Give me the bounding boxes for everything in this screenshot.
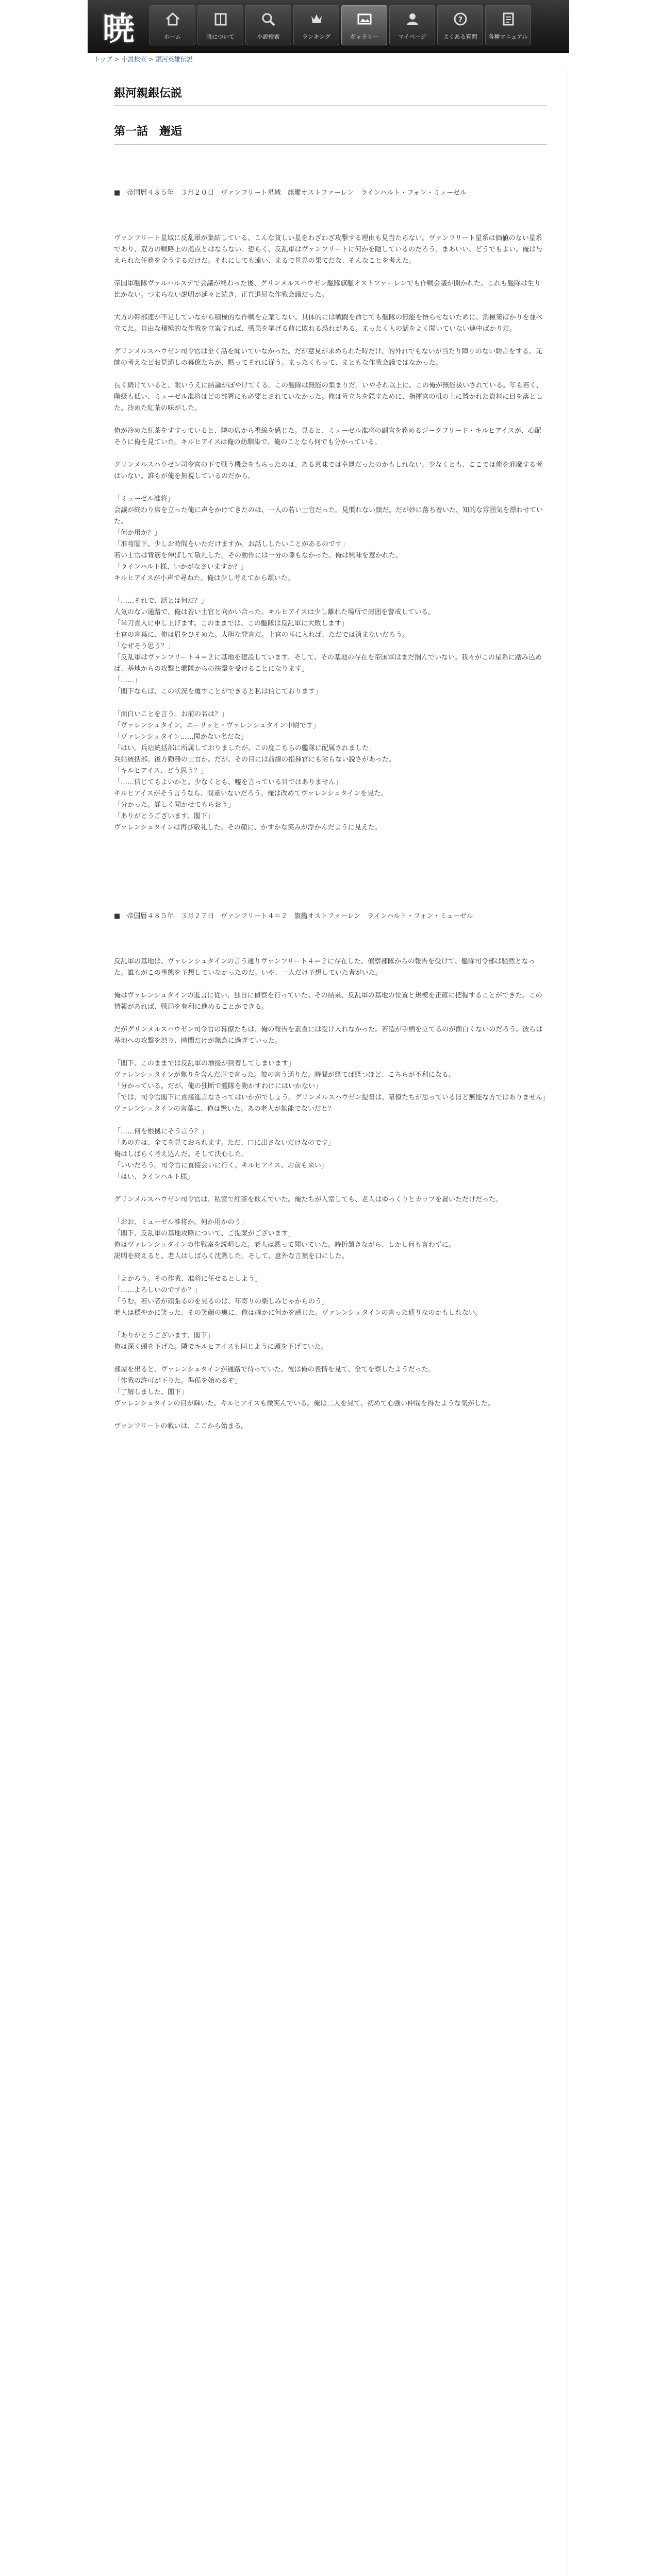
dialogue-line: 「分かった。詳しく聞かせてもらおう」: [114, 801, 235, 809]
dialogue-line: 「……それで、話とは何だ？」: [114, 597, 208, 605]
spacer: [114, 979, 547, 990]
breadcrumb-separator: >: [114, 56, 120, 63]
chapter-divider: [114, 144, 547, 145]
nav-mypage[interactable]: [389, 5, 435, 45]
dialogue-line: 部屋を出ると、ヴァレンシュタインが通路で待っていた。彼は俺の表情を見て、全てを察したようだった。: [114, 1366, 435, 1374]
dialogue-line: 「単刀直入に申し上げます。このままでは、この艦隊は反乱軍に大敗します」: [114, 620, 348, 628]
nav-about[interactable]: [197, 5, 243, 45]
site-header: [88, 0, 569, 53]
dialogue-line: 「……信じてもよいかと。少なくとも、嘘を言っている目ではありません」: [114, 778, 342, 786]
dialogue-line: 「……よろしいのですか？」: [114, 1286, 202, 1294]
spacer: [114, 1013, 547, 1024]
dialogue-line: 「なぜそう思う？」: [114, 642, 175, 650]
dialogue-block-3: [114, 709, 547, 834]
chapter-title: 第一話 邂逅: [114, 125, 183, 138]
dialogue-line: 俺は深く頭を下げた。隣でキルヒアイスも同じように頭を下げていた。: [114, 1343, 328, 1351]
dialogue-line: 「いいだろう。司令官に直接会いに行く。キルヒアイス、お前も来い」: [114, 1162, 328, 1170]
paragraph: グリンメルスハウゼン司令官は全く話を聞いていなかった。だが意見が求められた時だけ、的外れでもないが当たり障りのない助言をする。元帥の考えなどお見通しの幕僚たちが、黙ってそれに従う。まったくもって、まともな作戦会議ではなかった。: [114, 348, 542, 367]
site-logo[interactable]: 暁: [102, 9, 135, 47]
title-divider: [114, 105, 547, 106]
spacer: [114, 267, 547, 278]
paragraph: だがグリンメルスハウゼン司令官の幕僚たちは、俺の報告を素直には受け入れなかった。若造が手柄を立てるのが面白くないのだろう。彼らは基地への攻撃を渋り、時間だけが無為に過ぎていった。: [114, 1026, 543, 1045]
paragraph: 帝国軍艦隊ヴァルハルスデで会議が終わった後、グリンメルスハウゼン艦隊旗艦オストファーレンでも作戦会議が開かれた。これも艦隊は生り比かない。つまらない説明が延々と続き、正直退屈な作戦会議だった。: [114, 280, 541, 299]
nav-home[interactable]: [150, 5, 195, 45]
section-1: [114, 233, 547, 494]
dialogue-line: 「閣下ならば、この状況を覆すことができると私は信じております」: [114, 688, 322, 696]
spacer: [114, 934, 547, 945]
dialogue-line: 説明を終えると、老人はしばらく沈黙した。そして、意外な言葉を口にした。: [114, 1252, 349, 1260]
nav-search[interactable]: [245, 5, 291, 45]
dialogue-line: 「了解しました、閣下」: [114, 1388, 188, 1396]
spacer: [114, 210, 547, 222]
breadcrumb-separator: >: [148, 56, 154, 63]
spacer: [114, 1047, 547, 1058]
dialogue-line: キルヒアイスがそう言うなら、間違いないだろう。俺は改めてヴァレンシュタインを見た。: [114, 790, 388, 798]
nav-gallery[interactable]: [341, 5, 387, 45]
question-icon: [452, 11, 469, 27]
paragraph: 俺はヴァレンシュタインの進言に従い、独自に偵察を行っていた。その結果、反乱軍の基地の位置と規模を正確に把握することができた。この情報があれば、戦局を有利に進めることができる。: [114, 992, 542, 1011]
section-2: [114, 956, 550, 1194]
paragraph: ヴァンフリートの戦いは、ここから始まる。: [114, 1422, 248, 1430]
dialogue-line: 「ありがとうございます、閣下」: [114, 1332, 214, 1340]
home-icon: [164, 11, 181, 27]
dialogue-line: 「……何を根拠にそう言う？」: [114, 1128, 208, 1136]
paragraph: グリンメルスハウゼン司令官は、私室で紅茶を飲んでいた。俺たちが入室しても、老人はゆっくりとカップを置いただけだった。: [114, 1196, 502, 1204]
dialogue-line: ヴァレンシュタインの目が輝いた。キルヒアイスも微笑んでいる。俺は二人を見て、初めて心強い仲間を得たような気がした。: [114, 1400, 495, 1408]
dialogue-line: 「准将閣下、少しお時間をいただけますか。お話ししたいことがあるのです」: [114, 540, 349, 548]
dialogue-line: 「分かっている。だが、俺の独断で艦隊を動かすわけにはいかない」: [114, 1082, 322, 1090]
spacer: [114, 1262, 547, 1274]
spacer: [114, 1319, 547, 1330]
user-icon: [404, 11, 421, 27]
nav-ranking-label: ランキング: [302, 33, 330, 40]
dialogue-line: 俺はしばらく考え込んだ。そして決心した。: [114, 1150, 249, 1158]
nav-home-label: ホーム: [164, 33, 181, 40]
svg-text:?: ?: [458, 15, 462, 24]
spacer: [114, 301, 547, 312]
dialogue-line: 「ヴァレンシュタイン。エーリッヒ・ヴァレンシュタイン中尉です」: [114, 722, 320, 730]
spacer: [114, 335, 547, 346]
paragraph: 長く続けていると、眠いうえに結論がぼやけてくる。この艦隊は無能の集まりだ。いやそれ以上に、この俺が無能扱いされている。年も若く、階級も低い、ミューゼル准将はどの部署にも必要とされていなかった。俺は苛立ちを隠すために、指揮官の机の上に置かれた資料に目を落とした。冷めた紅茶の味がした。: [114, 382, 543, 412]
nav-gallery-label: ギャラリー: [350, 33, 378, 40]
breadcrumb-current[interactable]: 銀河英雄伝説: [155, 56, 193, 63]
dialogue-line: 「何か用か？」: [114, 529, 161, 537]
spacer: [114, 945, 547, 956]
nav-mypage-label: マイページ: [398, 33, 426, 40]
dialogue-block-1: [114, 494, 547, 596]
gallery-icon: [356, 11, 373, 27]
section-spacer: [114, 834, 547, 911]
dialogue-line: 会議が終わり席を立った俺に声をかけてきたのは、一人の若い士官だった。見慣れない顔だ。だが妙に落ち着いた、知的な雰囲気を漂わせていた。: [114, 506, 543, 526]
spacer: [114, 1183, 547, 1194]
spacer: [114, 222, 547, 233]
paragraph: グリンメルスハウゼン司令官の下で戦う機会をもらったのは、ある意味では幸運だったのかもしれない。少なくとも、ここでは俺を邪魔する者はいない。誰もが俺を無視しているのだから。: [114, 461, 543, 480]
dialogue-line: 俺はヴァレンシュタインの作戦案を説明した。老人は黙って聞いていた。時折頷きながら、しかし何も言わずに。: [114, 1241, 455, 1249]
spacer: [114, 482, 547, 494]
dialogue-line: 「……」: [114, 676, 141, 684]
dialogue-line: 「ラインハルト様、いかがなさいますか？」: [114, 563, 247, 571]
ranking-icon: [308, 11, 325, 27]
dialogue-line: 「閣下、このままでは反乱軍の増援が到着してしまいます」: [114, 1060, 295, 1067]
dialogue-line: 「ミューゼル准将」: [114, 495, 174, 503]
section-heading: ■ 帝国暦４８５年 ３月２７日 ヴァンフリート４＝２ 旗艦オストファーレン ラインハルト・フォン・ミューゼル: [114, 912, 473, 920]
spacer: [114, 584, 547, 596]
dialogue-line: 「あの方は、全てを見ておられます。ただ、口に出さないだけなのです」: [114, 1139, 335, 1147]
dialogue-line: 老人は穏やかに笑った。その笑顔の奥に、俺は確かに何かを感じた。ヴァレンシュタインの言った通りなのかもしれない。: [114, 1309, 482, 1317]
dialogue-line: 「はい。兵站統括部に所属しておりましたが、この度こちらの艦隊に配属されました」: [114, 744, 376, 752]
paragraph: 俺が冷めた紅茶をすすっていると、隣の席から視線を感じた。見ると、ミューゼル准将の副官を務めるジークフリード・キルヒアイスが、心配そうに俺を見ていた。キルヒアイスは俺の幼馴染で、俺のことなら何でも分かっている。: [114, 427, 541, 446]
dialogue-line: ヴァレンシュタインの言葉に、俺は驚いた。あの老人が無能でないだと？: [114, 1105, 335, 1113]
dialogue-line: 「閣下、反乱軍の基地攻略について、ご提案がございます」: [114, 1230, 295, 1238]
nav-faq-label: よくある質問: [443, 33, 477, 40]
dialogue-line: 「作戦の許可が下りた。準備を始めるぞ」: [114, 1377, 242, 1385]
nav-ranking[interactable]: [293, 5, 339, 45]
spacer: [114, 448, 547, 460]
spacer: [114, 369, 547, 380]
dialogue-line: 「おお、ミューゼル准将か。何か用かのう」: [114, 1218, 248, 1226]
dialogue-line: 兵站統括部。後方勤務の士官か。だが、その目には前線の指揮官にも劣らない鋭さがあった。: [114, 756, 395, 764]
paragraph: 反乱軍の基地は、ヴァレンシュタインの言う通りヴァンフリート４＝２に存在した。偵察部隊からの報告を受けて、艦隊司令部は騒然となった。誰もがこの事態を予想していなかったのだ。いや、一人だけ予想していた者がいた。: [114, 958, 535, 977]
dialogue-line: 「ありがとうございます、閣下」: [114, 812, 214, 820]
spacer: [114, 698, 547, 709]
nav-about-label: 暁について: [206, 33, 235, 40]
breadcrumb-home-link[interactable]: トップ: [94, 56, 112, 63]
spacer: [114, 414, 547, 426]
novel-page: [91, 66, 568, 2576]
spacer: [114, 199, 547, 210]
manual-icon: [500, 11, 517, 27]
section-2b: [114, 1194, 547, 1432]
spacer: [114, 1115, 547, 1126]
nav-manual-label: 各種マニュアル: [488, 33, 528, 40]
search-icon: [260, 11, 277, 27]
spacer: [114, 1206, 547, 1217]
novel-title: 銀河親銀伝説: [114, 87, 183, 100]
nav-manual[interactable]: [485, 5, 531, 45]
dialogue-line: 若い士官は背筋を伸ばして敬礼した。その動作には一分の隙もなかった。俺は興味を惹かれた。: [114, 552, 403, 560]
paragraph: 大方の幹部連が不足していながら積極的な作戦を立案しない。具体的には戦闘を命じても艦隊の無能を悟らせないために、消極策ばかりを並べ立てた。自由な積極的な作戦を立案すれば、戦果を挙げる前に敗れる恐れがある。まったく人の話をよく聞いていない連中ばかりだ。: [114, 314, 543, 333]
dialogue-line: 士官の言葉に、俺は眉をひそめた。大胆な発言だ。上官の耳に入れば、ただでは済まないだろう。: [114, 631, 409, 639]
dialogue-line: 人気のない通路で、俺は若い士官と向かい合った。キルヒアイスは少し離れた場所で周囲を警戒している。: [114, 608, 435, 616]
nav-faq[interactable]: [437, 5, 483, 45]
dialogue-line: ヴァレンシュタインが焦りを含んだ声で言った。彼の言う通りだ。時間が経てば経つほど、こちらが不利になる。: [114, 1071, 455, 1079]
book-icon: [212, 11, 229, 27]
dialogue-line: 「キルヒアイス、どう思う？」: [114, 767, 207, 775]
dialogue-line: ヴァレンシュタインは再び敬礼した。その顔に、かすかな笑みが浮かんだように見えた。: [114, 824, 382, 832]
dialogue-line: 「では、司令官閣下に直接進言なさってはいかがでしょう。グリンメルスハウゼン提督は、幕僚たちが思っているほど無能な方ではありません」: [114, 1094, 550, 1101]
nav-search-label: 小説検索: [257, 33, 280, 40]
spacer: [114, 1353, 547, 1364]
dialogue-block-2: [114, 596, 547, 709]
dialogue-line: 「うむ。若い者が頑張るのを見るのは、年寄りの楽しみじゃからのう」: [114, 1298, 329, 1306]
main-nav: [150, 5, 533, 45]
novel-body: [114, 188, 550, 1432]
section-heading: ■ 帝国暦４８５年 ３月２０日 ヴァンフリート星域 旗艦オストファーレン ラインハルト・フォン・ミューゼル: [114, 189, 467, 197]
spacer: [114, 1410, 547, 1421]
dialogue-line: 「よかろう。その作戦、准将に任せるとしよう」: [114, 1275, 262, 1283]
dialogue-line: 「反乱軍はヴァンフリート４＝２に基地を建設しています。そして、その基地の存在を帝国軍はまだ掴んでいない。我々がこの星系に踏み込めば、基地からの攻撃と艦隊からの挟撃を受けることになります」: [114, 654, 542, 673]
breadcrumb-search-link[interactable]: 小説検索: [121, 56, 146, 63]
dialogue-line: 「面白いことを言う。お前の名は？」: [114, 710, 228, 718]
dialogue-line: 「はい、ラインハルト様」: [114, 1173, 194, 1181]
spacer: [114, 922, 547, 934]
paragraph: ヴァンフリート星域に反乱軍が集結している。こんな貧しい星をわざわざ攻撃する理由も見当たらない。ヴァンフリート星系は価値のない星系であり、双方の戦略上の拠点とはならない。恐らく、反乱軍はヴァンフリートに何かを隠しているのだろう。まあいい、どうでもよい。俺は与えられた任務を全うするだけだ。それにしても遠い、まるで世界の果てだな、そんなことを考えた。: [114, 234, 543, 265]
dialogue-line: 「ヴァレンシュタイン……聞かない名だな」: [114, 733, 247, 741]
dialogue-line: キルヒアイスが小声で尋ねた。俺は少し考えてから頷いた。: [114, 574, 294, 582]
breadcrumb: [94, 55, 352, 64]
